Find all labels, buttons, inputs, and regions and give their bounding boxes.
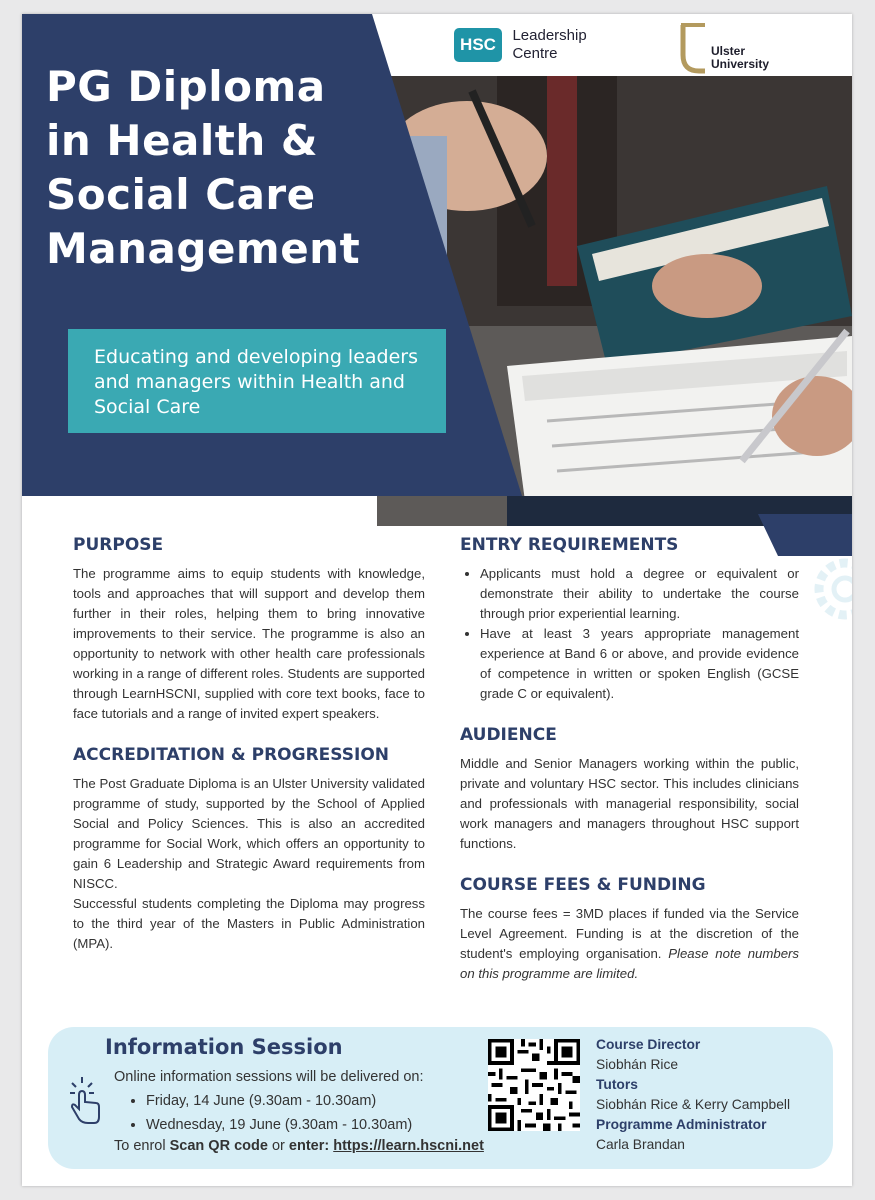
info-title: Information Session <box>105 1035 343 1059</box>
list-item: • Applicants must hold a degree or equivalent or demonstrate their ability to undertake the course through prior experiential learning. <box>480 564 799 624</box>
tagline-text: Educating and developing leaders and managers within Health and Social Care <box>94 346 418 418</box>
information-session-box <box>48 1027 833 1169</box>
gear-watermark-icon <box>800 554 852 624</box>
admin-name: Carla Brandan <box>596 1137 685 1152</box>
purpose-heading: PURPOSE <box>73 535 164 555</box>
list-item: • Have at least 3 years appropriate management experience at Band 6 or above, and provide evidence of competence in written or spoken English (GCSE grade C or equivalent). <box>480 624 799 704</box>
audience-heading: AUDIENCE <box>460 725 557 745</box>
hsc-logo-mark: HSC <box>454 28 502 62</box>
sessions-list <box>114 1089 412 1137</box>
ulster-university-logo <box>679 21 789 77</box>
audience-text: Middle and Senior Managers working within the public, private and voluntary HSC sector. This includes clinicians and professionals with managerial responsibility, social work managers and managers throughout HSC support functions. <box>460 756 799 851</box>
left-column <box>73 534 425 954</box>
admin-label: Programme Administrator <box>596 1117 767 1132</box>
info-intro: Online information sessions will be delivered on: <box>114 1069 424 1085</box>
list-item: • Wednesday, 19 June (9.30am - 10.30am) <box>146 1113 412 1137</box>
ulster-crest-icon <box>679 21 709 77</box>
fees-heading: COURSE FEES & FUNDING <box>460 875 706 895</box>
director-label: Course Director <box>596 1037 701 1052</box>
entry-heading: ENTRY REQUIREMENTS <box>460 535 679 555</box>
fees-text: The course fees = 3MD places if funded via the Service Level Agreement. Funding is at the discretion of the student's employing organisation. Please note numbers on this programme are limited. <box>460 906 800 981</box>
right-column <box>460 534 799 984</box>
ulster-logo-line1: Ulster <box>711 44 746 58</box>
fees-note: Please note numbers on this programme are limited. <box>460 946 800 981</box>
tap-hand-icon <box>68 1075 102 1125</box>
director-name: Siobhán Rice <box>596 1057 679 1072</box>
entry-requirements-list <box>460 564 799 704</box>
enrol-line: To enrol Scan QR code or enter: https://learn.hscni.net <box>114 1138 484 1154</box>
ulster-logo-line2: University <box>711 57 770 71</box>
enrol-link[interactable]: https://learn.hscni.net <box>333 1138 484 1154</box>
purpose-text: The programme aims to equip students with knowledge, tools and approaches that will support and develop them further in their roles, helping them to bring innovative improvements to their service. The programme is also an opportunity to network with other health care professionals working in a range of different roles. Students are supported through LearnHSCNI, supplied with core text books, face to face tutorials and a range of invited expert speakers. <box>73 566 425 721</box>
flyer-page <box>22 14 852 1186</box>
list-item: • Friday, 14 June (9.30am - 10.30am) <box>146 1089 412 1113</box>
accreditation-text: The Post Graduate Diploma is an Ulster University validated programme of study, supported by the School of Applied Social and Policy Sciences. This is also an accredited programme for Social Work, which offers an opportunity to gain 6 Leadership and Strategic Award requirements from NISCC. Successful students completing the Diploma may progress to the third year of the Masters in Public Administration (MPA). <box>73 776 425 951</box>
qr-code-icon[interactable] <box>488 1039 580 1131</box>
hsc-leadership-logo <box>454 27 592 63</box>
tutors-label: Tutors <box>596 1077 638 1092</box>
hsc-logo-text: Leadership Centre <box>512 27 587 62</box>
tagline-box <box>68 329 446 433</box>
accreditation-heading: ACCREDITATION & PROGRESSION <box>73 745 390 765</box>
tutors-names: Siobhán Rice & Kerry Campbell <box>596 1097 791 1112</box>
contacts <box>596 1035 790 1155</box>
page-title: PG Diploma in Health & Social Care Management <box>46 62 361 273</box>
